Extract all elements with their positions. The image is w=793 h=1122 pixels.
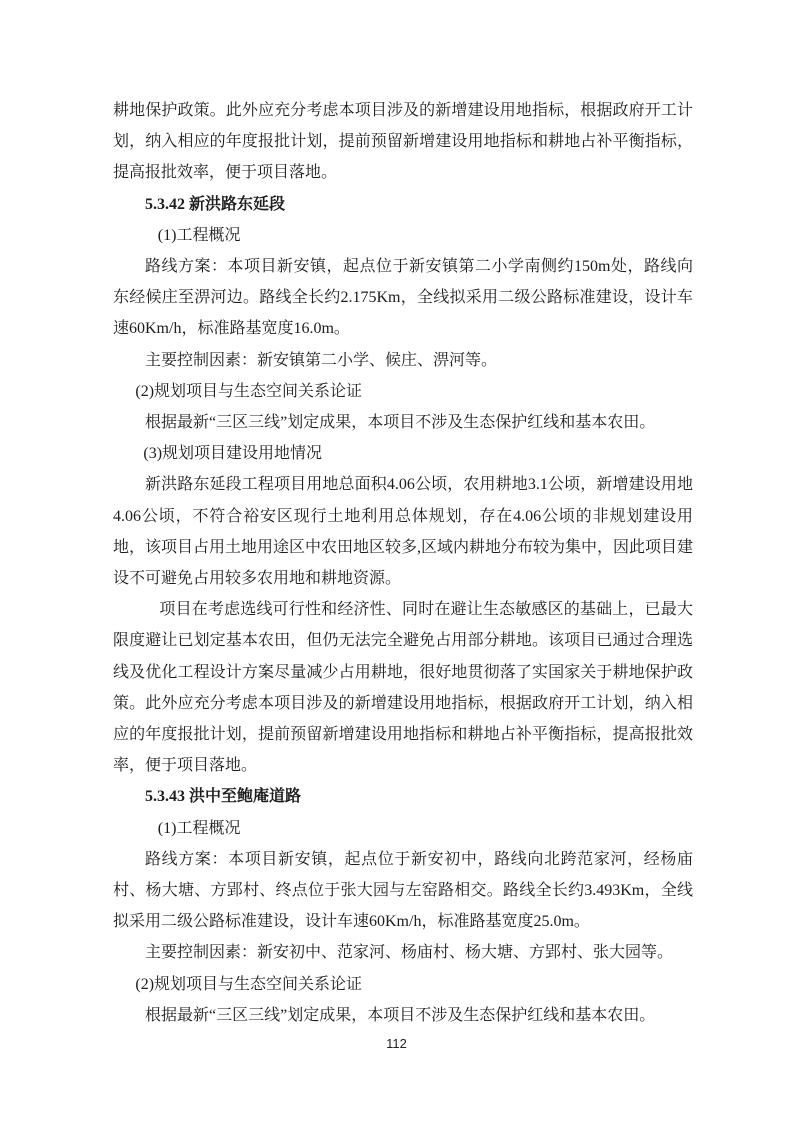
subsection-label-project-overview-1: (1)工程概况 (157, 226, 241, 244)
paragraph-control-factors-xinhong: 主要控制因素：新安镇第二小学、候庄、淠河等。 (145, 351, 498, 369)
section-heading-5-3-42: 5.3.42 新洪路东延段 (145, 195, 286, 213)
subsection-label-construction-land: (3)规划项目建设用地情况 (143, 445, 323, 463)
paragraph-route-plan-hongzhong: 路线方案：本项目新安镇，起点位于新安初中，路线向北跨范家河，经杨庙村、杨大塘、方郢村、终点位于张大园与左窑路相交。路线全长约3.493Km，全线拟采用二级公路标准建设，设计车速60Km/h，标准路基宽度25.0m。 (113, 850, 693, 931)
subsection-label-ecological-space-1: (2)规划项目与生态空间关系论证 (135, 382, 363, 400)
paragraph-three-zones-result-2: 根据最新“三区三线”划定成果，本项目不涉及生态保护红线和基本农田。 (145, 1006, 656, 1024)
paragraph-route-plan-xinhong: 路线方案：本项目新安镇，起点位于新安镇第二小学南侧约150m处，路线向东经候庄至淠河边。路线全长约2.175Km，全线拟采用二级公路标准建设，设计车速60Km/h，标准路基宽度16.0m。 (113, 258, 693, 338)
subsection-label-project-overview-2: (1)工程概况 (157, 819, 241, 837)
paragraph-three-zones-result-1: 根据最新“三区三线”划定成果，本项目不涉及生态保护红线和基本农田。 (145, 414, 656, 432)
paragraph-continuation-land-policy: 耕地保护政策。此外应充分考虑本项目涉及的新增建设用地指标，根据政府开工计划，纳入相应的年度报批计划，提前预留新增建设用地指标和耕地占补平衡指标，提高报批效率，便于项目落地。 (113, 102, 693, 182)
section-heading-5-3-43: 5.3.43 洪中至鲍庵道路 (145, 788, 302, 806)
paragraph-route-selection-mitigation: 项目在考虑选线可行性和经济性、同时在避让生态敏感区的基础上，已最大限度避让已划定基本农田，但仍无法完全避免占用部分耕地。该项目已通过合理选线及优化工程设计方案尽量减少占用耕地，很好地贯彻落了实国家关于耕地保护政策。此外应充分考虑本项目涉及的新增建设用地指标，根据政府开工计划，纳入相应的年度报批计划，提前预留新增建设用地指标和耕地占补平衡指标，提高报批效率，便于项目落地。 (113, 601, 693, 775)
paragraph-control-factors-hongzhong: 主要控制因素：新安初中、范家河、杨庙村、杨大塘、方郢村、张大园等。 (145, 944, 674, 962)
document-text-block (113, 95, 693, 1031)
subsection-label-ecological-space-2: (2)规划项目与生态空间关系论证 (135, 975, 363, 993)
paragraph-land-use-area: 新洪路东延段工程项目用地总面积4.06公顷，农用耕地3.1公顷，新增建设用地4.06公顷，不符合裕安区现行土地利用总体规划，存在4.06公顷的非规划建设用地，该项目占用土地用途区中农田地区较多,区域内耕地分布较为集中，因此项目建设不可避免占用较多农用地和耕地资源。 (113, 476, 694, 588)
page-number: 112 (386, 1036, 407, 1051)
